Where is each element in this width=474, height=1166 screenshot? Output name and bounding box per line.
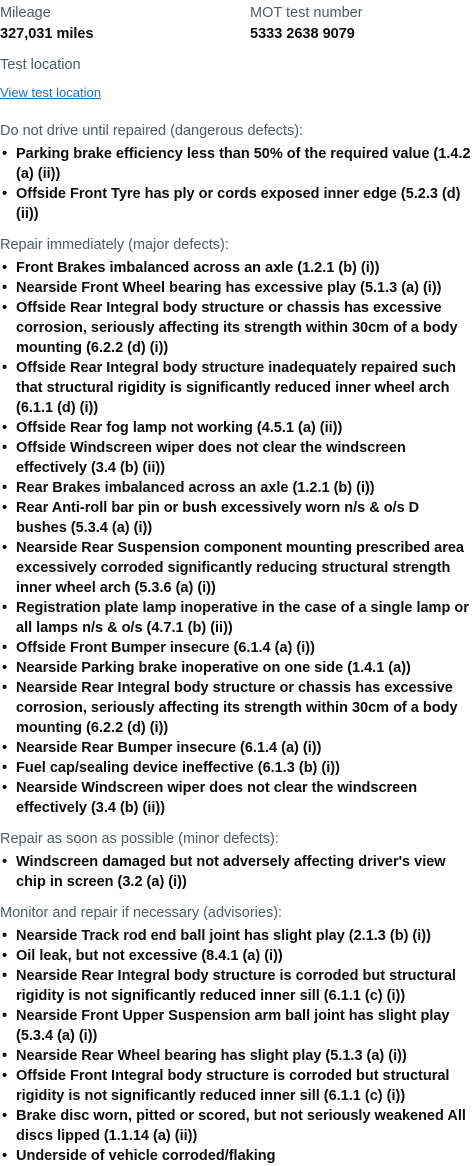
mot-test-number-block xyxy=(250,4,474,44)
view-test-location-link[interactable]: View test location xyxy=(0,85,101,100)
defect-item: • Offside Front Bumper insecure (6.1.4 (a) (i)) xyxy=(0,638,474,658)
mot-test-number-label: MOT test number xyxy=(250,5,363,21)
defect-item: • Nearside Track rod end ball joint has slight play (2.1.3 (b) (i)) xyxy=(0,926,474,946)
defect-item: • Fuel cap/sealing device ineffective (6.1.3 (b) (i)) xyxy=(0,758,474,778)
minor-defects-list xyxy=(0,852,474,892)
defect-item: • Offside Windscreen wiper does not clear the windscreen effectively (3.4 (b) (ii)) xyxy=(0,438,474,478)
dangerous-defects-heading: Do not drive until repaired (dangerous defects): xyxy=(0,123,304,139)
defect-item: • Nearside Rear Integral body structure or chassis has excessive corrosion, seriously affecting its strength within 30cm of a body mounting (6.2.2 (d) (i)) xyxy=(0,678,474,738)
test-location-label: Test location xyxy=(0,57,81,73)
defect-item: • Nearside Windscreen wiper does not clear the windscreen effectively (3.4 (b) (ii)) xyxy=(0,778,474,818)
minor-defects-heading: Repair as soon as possible (minor defects): xyxy=(0,831,279,847)
dangerous-defects-list xyxy=(0,144,474,224)
defect-item: • Nearside Rear Bumper insecure (6.1.4 (a) (i)) xyxy=(0,738,474,758)
defect-item: • Nearside Rear Integral body structure is corroded but structural rigidity is not significantly reduced inner sill (6.1.1 (c) (i)) xyxy=(0,966,474,1006)
defect-item: • Windscreen damaged but not adversely affecting driver's view chip in screen (3.2 (a) (i)) xyxy=(0,852,474,892)
defect-item: • Front Brakes imbalanced across an axle (1.2.1 (b) (i)) xyxy=(0,258,474,278)
advisories-heading: Monitor and repair if necessary (advisories): xyxy=(0,905,283,921)
defect-item: • Offside Front Integral body structure is corroded but structural rigidity is not significantly reduced inner sill (6.1.1 (c) (i)) xyxy=(0,1066,474,1106)
defect-item: • Nearside Rear Suspension component mounting prescribed area excessively corroded significantly reducing structural strength inner wheel arch (5.3.6 (a) (i)) xyxy=(0,538,474,598)
defect-item: • Offside Rear fog lamp not working (4.5.1 (a) (ii)) xyxy=(0,418,474,438)
major-defects-list xyxy=(0,258,474,818)
defect-item: • Offside Front Tyre has ply or cords exposed inner edge (5.2.3 (d) (ii)) xyxy=(0,184,474,224)
major-defects-heading: Repair immediately (major defects): xyxy=(0,237,229,253)
mileage-value: 327,031 miles xyxy=(0,26,94,42)
test-location-block xyxy=(0,56,474,102)
defect-item: • Offside Rear Integral body structure inadequately repaired such that structural rigidity is significantly reduced inner wheel arch (6.1.1 (d) (i)) xyxy=(0,358,474,418)
advisories-section xyxy=(0,904,474,1166)
defect-item: • Parking brake efficiency less than 50% of the required value (1.4.2 (a) (ii)) xyxy=(0,144,474,184)
defect-sections xyxy=(0,122,474,1166)
dangerous-defects-section xyxy=(0,122,474,224)
defect-item: • Underside of vehicle corroded/flaking xyxy=(0,1146,474,1166)
mot-summary xyxy=(0,0,474,44)
defect-item: • Nearside Front Wheel bearing has excessive play (5.1.3 (a) (i)) xyxy=(0,278,474,298)
defect-item: • Rear Brakes imbalanced across an axle (1.2.1 (b) (i)) xyxy=(0,478,474,498)
mileage-label: Mileage xyxy=(0,5,51,21)
defect-item: • Offside Rear Integral body structure or chassis has excessive corrosion, seriously affecting its strength within 30cm of a body mounting (6.2.2 (d) (i)) xyxy=(0,298,474,358)
mot-test-number-value: 5333 2638 9079 xyxy=(250,26,355,42)
defect-item: • Registration plate lamp inoperative in the case of a single lamp or all lamps n/s & o/s (4.7.1 (b) (ii)) xyxy=(0,598,474,638)
defect-item: • Rear Anti-roll bar pin or bush excessively worn n/s & o/s D bushes (5.3.4 (a) (i)) xyxy=(0,498,474,538)
defect-item: • Brake disc worn, pitted or scored, but not seriously weakened All discs lipped (1.1.14 (a) (ii)) xyxy=(0,1106,474,1146)
minor-defects-section xyxy=(0,830,474,892)
mileage-block xyxy=(0,4,250,44)
defect-item: • Nearside Rear Wheel bearing has slight play (5.1.3 (a) (i)) xyxy=(0,1046,474,1066)
major-defects-section xyxy=(0,236,474,818)
advisories-list xyxy=(0,926,474,1166)
defect-item: • Nearside Front Upper Suspension arm ball joint has slight play (5.3.4 (a) (i)) xyxy=(0,1006,474,1046)
defect-item: • Oil leak, but not excessive (8.4.1 (a) (i)) xyxy=(0,946,474,966)
defect-item: • Nearside Parking brake inoperative on one side (1.4.1 (a)) xyxy=(0,658,474,678)
